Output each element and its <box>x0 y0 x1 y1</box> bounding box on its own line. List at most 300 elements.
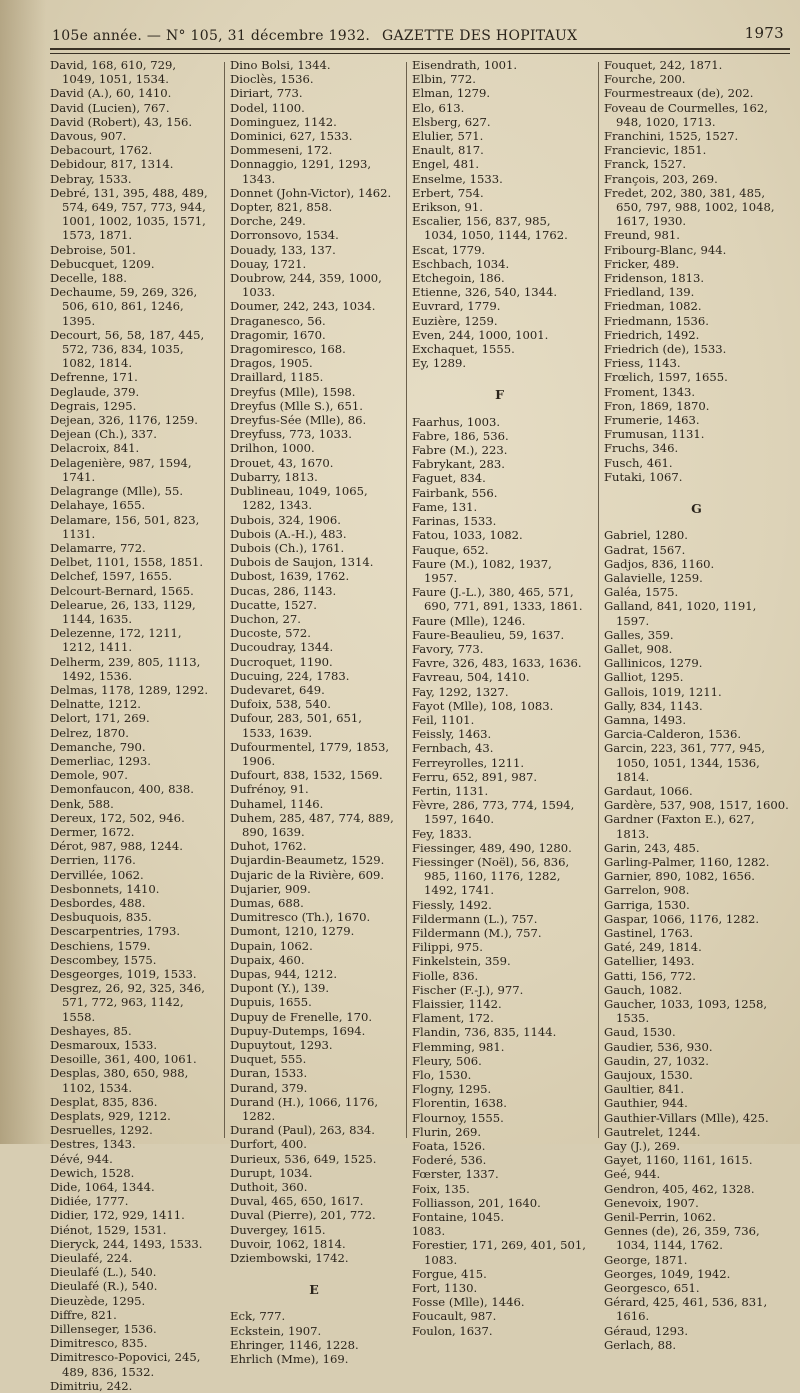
page-number: 1973 <box>744 24 784 42</box>
index-entry: Duvoir, 1062, 1814. <box>230 1236 346 1251</box>
index-entry: Flurin, 269. <box>412 1124 482 1139</box>
index-entry: Gardner (Faxton E.), 627, 1813. <box>604 812 755 841</box>
index-entry: Eschbach, 1034. <box>412 256 510 271</box>
index-entry: Forestier, 171, 269, 401, 501, 1083. <box>412 1238 586 1267</box>
index-entry: Fischer (F.-J.), 977. <box>412 982 524 997</box>
header-rule-thin <box>50 53 790 54</box>
index-entry: Galliot, 1295. <box>604 670 684 685</box>
index-entry: Demole, 907. <box>50 768 128 783</box>
index-entry: Gastinel, 1763. <box>604 925 694 940</box>
index-entry: Gadrat, 1567. <box>604 542 686 557</box>
index-entry: Delchef, 1597, 1655. <box>50 569 173 584</box>
index-entry: Galéa, 1575. <box>604 585 679 600</box>
index-entry: Duval (Pierre), 201, 772. <box>230 1208 376 1223</box>
index-entry: Delagenière, 987, 1594, 1741. <box>50 455 192 484</box>
index-entry: Dziembowski, 1742. <box>230 1251 349 1266</box>
index-entry: 1083. <box>412 1224 446 1239</box>
index-entry: Delearue, 26, 133, 1129, 1144, 1635. <box>50 597 196 626</box>
index-entry: Fleury, 506. <box>412 1053 482 1068</box>
index-entry: Gauch, 1082. <box>604 982 683 997</box>
index-entry: Frœlich, 1597, 1655. <box>604 370 728 385</box>
index-entry: Desplats, 929, 1212. <box>50 1109 171 1124</box>
index-entry: Fribourg-Blanc, 944. <box>604 242 727 257</box>
index-entry: Fredet, 202, 380, 381, 485, 650, 797, 988, 1002, 1048, 1617, 1930. <box>604 185 775 229</box>
index-entry: Faure (Mlle), 1246. <box>412 613 526 628</box>
index-entry: Ducatte, 1527. <box>230 597 317 612</box>
index-entry: Decelle, 188. <box>50 271 127 286</box>
index-entry: Desbuquois, 835. <box>50 910 152 925</box>
index-entry: Friedrich, 1492. <box>604 327 700 342</box>
index-entry: Gardère, 537, 908, 1517, 1600. <box>604 798 789 813</box>
index-entry: Dufour, 283, 501, 651, 1533, 1639. <box>230 711 362 740</box>
index-entry: Dubois (Ch.), 1761. <box>230 540 345 555</box>
index-entry: Farinas, 1533. <box>412 514 497 529</box>
index-entry: Descarpentries, 1793. <box>50 924 181 939</box>
index-entry: Delherm, 239, 805, 1113, 1492, 1536. <box>50 654 201 683</box>
index-entry: Gaucher, 1033, 1093, 1258, 1535. <box>604 997 768 1026</box>
index-entry: Gaultier, 841. <box>604 1082 685 1097</box>
index-entry: Dupuy-Dutemps, 1694. <box>230 1023 366 1038</box>
index-entry: Fildermann (M.), 757. <box>412 925 542 940</box>
index-entry: Defrenne, 171. <box>50 370 138 385</box>
index-entry: Gamna, 1493. <box>604 712 687 727</box>
index-entry: Engel, 481. <box>412 157 480 172</box>
index-entry: Deschiens, 1579. <box>50 938 151 953</box>
index-entry: Fame, 131. <box>412 499 478 514</box>
index-entry: Demanche, 790. <box>50 739 146 754</box>
index-column-3 <box>412 58 587 1338</box>
index-entry: Flo, 1530. <box>412 1068 472 1083</box>
index-entry: Faarhus, 1003. <box>412 414 501 429</box>
index-entry: Fay, 1292, 1327. <box>412 684 509 699</box>
index-entry: Gauthier, 944. <box>604 1096 688 1111</box>
index-entry: Elulier, 571. <box>412 129 484 144</box>
index-entry: Didier, 172, 929, 1411. <box>50 1208 185 1223</box>
index-entry: Genevoix, 1907. <box>604 1195 699 1210</box>
index-entry: Geé, 944. <box>604 1167 661 1182</box>
index-entry: Fildermann (L.), 757. <box>412 911 538 926</box>
index-entry: Duran, 1533. <box>230 1066 308 1081</box>
index-entry: Debroise, 501. <box>50 242 136 257</box>
index-entry: David (A.), 60, 1410. <box>50 86 172 101</box>
index-entry: Durand (H.), 1066, 1176, 1282. <box>230 1094 379 1124</box>
index-entry: Galles, 359. <box>604 627 674 642</box>
index-entry: Genil-Perrin, 1062. <box>604 1210 716 1225</box>
index-entry: Georges, 1049, 1942. <box>604 1266 731 1281</box>
index-entry: Freund, 981. <box>604 228 680 243</box>
index-entry: Diffre, 821. <box>50 1307 117 1322</box>
index-entry: Dervillée, 1062. <box>50 867 144 882</box>
index-entry: Garriga, 1530. <box>604 897 690 912</box>
index-entry: Dorronsovo, 1534. <box>230 228 339 243</box>
index-entry: Dupuy de Frenelle, 170. <box>230 1009 373 1024</box>
index-entry: Fruchs, 346. <box>604 441 679 456</box>
index-entry: Dupas, 944, 1212. <box>230 967 338 981</box>
index-entry: Desbordes, 488. <box>50 895 146 910</box>
index-entry: Doubrow, 244, 359, 1000, 1033. <box>230 271 382 300</box>
index-entry: Durand (Paul), 263, 834. <box>230 1123 375 1138</box>
index-entry: Dragomiresco, 168. <box>230 342 346 357</box>
index-entry: Foata, 1526. <box>412 1139 486 1154</box>
index-entry: Duval, 465, 650, 1617. <box>230 1194 364 1209</box>
index-entry: Dorche, 249. <box>230 214 306 229</box>
index-entry: Dechaume, 59, 269, 326, 506, 610, 861, 1246, 1395. <box>50 285 198 328</box>
index-entry: Fourche, 200. <box>604 72 686 87</box>
index-entry: Gay (J.), 269. <box>604 1139 681 1154</box>
index-entry: Delort, 171, 269. <box>50 711 150 726</box>
index-entry: Fosse (Mlle), 1446. <box>412 1295 525 1310</box>
index-entry: Dommeseni, 172. <box>230 143 333 158</box>
index-entry: Donnet (John-Victor), 1462. <box>230 185 392 200</box>
index-entry: Delmas, 1178, 1289, 1292. <box>50 682 209 697</box>
index-entry: Gallet, 908. <box>604 641 673 656</box>
index-entry: Dimitresco-Popovici, 245, 489, 836, 1532. <box>50 1350 201 1379</box>
index-entry: Folliasson, 201, 1640. <box>412 1195 541 1210</box>
index-entry: Fiolle, 836. <box>412 968 479 983</box>
index-entry: Delnatte, 1212. <box>50 697 141 712</box>
index-entry: Dimitresco, 835. <box>50 1336 148 1351</box>
index-entry: Delamare, 156, 501, 823, 1131. <box>50 512 200 541</box>
index-entry: Dérot, 987, 988, 1244. <box>50 839 183 854</box>
index-entry: Dewich, 1528. <box>50 1165 135 1180</box>
index-entry: Douay, 1721. <box>230 256 307 271</box>
index-entry: Feissly, 1463. <box>412 727 492 742</box>
index-entry: Dujaric de la Rivière, 609. <box>230 867 385 882</box>
index-entry: Fauque, 652. <box>412 542 489 557</box>
page-header <box>52 22 792 48</box>
index-entry: Dujardin-Beaumetz, 1529. <box>230 853 385 868</box>
index-entry: Galland, 841, 1020, 1191, 1597. <box>604 599 757 628</box>
index-entry: Fairbank, 556. <box>412 485 498 500</box>
index-entry: Dufoix, 538, 540. <box>230 697 331 712</box>
index-entry: Doumer, 242, 243, 1034. <box>230 299 376 314</box>
index-entry: Euzière, 1259. <box>412 313 498 328</box>
index-entry: Debucquet, 1209. <box>50 256 155 271</box>
index-entry: Florentin, 1638. <box>412 1096 507 1111</box>
index-entry: Dreyfus (Mlle S.), 651. <box>230 398 363 413</box>
index-entry: Dopter, 821, 858. <box>230 200 333 215</box>
index-entry: Friedrich (de), 1533. <box>604 342 727 357</box>
index-entry: Friedland, 139. <box>604 285 695 300</box>
index-entry: Ehrlich (Mme), 169. <box>230 1352 349 1367</box>
index-entry: Erbert, 754. <box>412 185 484 200</box>
index-entry: Derrien, 1176. <box>50 853 136 868</box>
index-column-2 <box>230 58 398 1367</box>
index-entry: Dieulafé, 224. <box>50 1251 133 1266</box>
index-entry: Fatou, 1033, 1082. <box>412 528 523 543</box>
index-entry: Gaujoux, 1530. <box>604 1068 693 1083</box>
index-entry: Delbet, 1101, 1558, 1851. <box>50 555 204 570</box>
index-entry: Durieux, 536, 649, 1525. <box>230 1151 377 1166</box>
index-entry: Dudevaret, 649. <box>230 682 325 697</box>
index-entry: Friedmann, 1536. <box>604 313 709 328</box>
index-entry: Elbin, 772. <box>412 72 476 87</box>
index-entry: Fœrster, 1337. <box>412 1167 499 1182</box>
index-entry: Exchaquet, 1555. <box>412 342 515 357</box>
index-entry: David (Lucien), 767. <box>50 100 170 115</box>
index-entry: Gautrelet, 1244. <box>604 1124 701 1139</box>
index-entry: Eckstein, 1907. <box>230 1323 322 1338</box>
index-entry: Foulon, 1637. <box>412 1323 493 1338</box>
index-entry: Dodel, 1100. <box>230 100 305 115</box>
index-entry: Francievic, 1851. <box>604 143 707 158</box>
index-entry: Garin, 243, 485. <box>604 840 700 855</box>
index-column-4 <box>604 58 789 1352</box>
index-entry: Fouquet, 242, 1871. <box>604 58 723 72</box>
index-entry: Fron, 1869, 1870. <box>604 398 710 413</box>
index-entry: Dumitresco (Th.), 1670. <box>230 910 371 925</box>
index-entry: Debacourt, 1762. <box>50 143 153 158</box>
index-entry: Fridenson, 1813. <box>604 271 705 286</box>
index-entry: Foucault, 987. <box>412 1309 497 1324</box>
index-entry: Douady, 133, 137. <box>230 242 336 257</box>
index-entry: Flournoy, 1555. <box>412 1110 504 1125</box>
index-entry: Froment, 1343. <box>604 384 696 399</box>
index-entry: Dubois, 324, 1906. <box>230 512 341 527</box>
index-entry: Dieuzède, 1295. <box>50 1293 146 1308</box>
index-entry: Flaissier, 1142. <box>412 997 502 1011</box>
index-entry: Desplas, 380, 650, 988, 1102, 1534. <box>50 1066 189 1095</box>
index-entry: Friess, 1143. <box>604 356 681 371</box>
index-entry: Dumas, 688. <box>230 895 304 910</box>
index-entry: Gallois, 1019, 1211. <box>604 684 722 699</box>
index-entry: Escat, 1779. <box>412 242 486 257</box>
index-entry: Flament, 172. <box>412 1011 494 1026</box>
index-entry: Desruelles, 1292. <box>50 1123 153 1138</box>
index-entry: Forgue, 415. <box>412 1266 487 1281</box>
index-entry: Duquet, 555. <box>230 1052 307 1067</box>
index-entry: Dereux, 172, 502, 946. <box>50 810 185 825</box>
index-entry: Desmaroux, 1533. <box>50 1038 158 1053</box>
index-entry: Dujarier, 909. <box>230 881 311 896</box>
index-entry: Duhot, 1762. <box>230 839 307 854</box>
index-entry: Ferreyrolles, 1211. <box>412 755 525 770</box>
index-entry: Dieryck, 244, 1493, 1533. <box>50 1236 203 1251</box>
index-entry: Dillenseger, 1536. <box>50 1322 157 1337</box>
index-entry: Finkelstein, 359. <box>412 954 511 969</box>
index-entry: Garling-Palmer, 1160, 1282. <box>604 854 770 869</box>
index-entry: Duhem, 285, 487, 774, 889, 890, 1639. <box>230 810 394 839</box>
section-letter: G <box>691 501 702 517</box>
index-entry: Gatellier, 1493. <box>604 954 695 969</box>
index-entry: Delacroix, 841. <box>50 441 140 456</box>
index-entry: Euvrard, 1779. <box>412 299 501 314</box>
index-entry: Etchegoin, 186. <box>412 271 505 286</box>
index-entry: Futaki, 1067. <box>604 469 683 484</box>
index-entry: Galavielle, 1259. <box>604 570 703 585</box>
index-entry: Deglaude, 379. <box>50 384 140 399</box>
index-entry: Dejean, 326, 1176, 1259. <box>50 413 198 428</box>
index-entry: Ferru, 652, 891, 987. <box>412 769 538 784</box>
index-entry: Delrez, 1870. <box>50 725 129 740</box>
index-entry: Fèvre, 286, 773, 774, 1594, 1597, 1640. <box>412 798 575 827</box>
index-entry: Dupuis, 1655. <box>230 995 312 1010</box>
index-entry: Fourmestreaux (de), 202. <box>604 86 754 101</box>
index-entry: Demerliac, 1293. <box>50 753 151 768</box>
index-entry: Garcia-Calderon, 1536. <box>604 727 742 742</box>
index-entry: Franchini, 1525, 1527. <box>604 129 739 144</box>
index-entry: Dreyfus-Sée (Mlle), 86. <box>230 413 367 428</box>
index-entry: Fey, 1833. <box>412 826 472 841</box>
index-entry: Frumerie, 1463. <box>604 413 700 428</box>
index-entry: Diriart, 773. <box>230 86 303 101</box>
index-entry: Debidour, 817, 1314. <box>50 157 174 172</box>
index-entry: Gadjos, 836, 1160. <box>604 556 715 571</box>
index-column-1 <box>50 58 210 1393</box>
index-entry: Delezenne, 172, 1211, 1212, 1411. <box>50 626 182 655</box>
index-entry: Gaspar, 1066, 1176, 1282. <box>604 911 760 926</box>
issue-line: 105e année. — N° 105, 31 décembre 1932. <box>52 28 371 44</box>
index-entry: Gendron, 405, 462, 1328. <box>604 1181 755 1196</box>
index-entry: Dino Bolsi, 1344. <box>230 58 331 72</box>
index-entry: Dominguez, 1142. <box>230 114 337 129</box>
index-columns <box>0 58 800 1393</box>
index-entry: Eck, 777. <box>230 1309 286 1324</box>
index-entry: Foveau de Courmelles, 162, 948, 1020, 1713. <box>604 100 768 129</box>
index-entry: Flandin, 736, 835, 1144. <box>412 1025 557 1040</box>
index-entry: Flogny, 1295. <box>412 1082 492 1097</box>
index-entry: Gérard, 425, 461, 536, 831, 1616. <box>604 1295 768 1324</box>
index-entry: David (Robert), 43, 156. <box>50 114 193 129</box>
index-entry: Dupont (Y.), 139. <box>230 981 330 996</box>
index-entry: Elsberg, 627. <box>412 114 491 129</box>
index-entry: Franck, 1527. <box>604 157 687 172</box>
index-entry: Faure (M.), 1082, 1937, 1957. <box>412 556 552 585</box>
index-entry: Durfort, 400. <box>230 1137 307 1152</box>
index-entry: Fabrykant, 283. <box>412 457 505 472</box>
index-entry: Gatti, 156, 772. <box>604 968 696 983</box>
index-entry: Escalier, 156, 837, 985, 1034, 1050, 1144, 1762. <box>412 214 568 243</box>
index-entry: Ehringer, 1146, 1228. <box>230 1337 359 1352</box>
index-entry: Dubost, 1639, 1762. <box>230 569 350 584</box>
index-entry: Gaudier, 536, 930. <box>604 1039 713 1054</box>
index-entry: Desoille, 361, 400, 1061. <box>50 1052 197 1067</box>
index-entry: Dieulafé (R.), 540. <box>50 1279 158 1294</box>
journal-title: GAZETTE DES HOPITAUX <box>382 28 578 44</box>
index-entry: George, 1871. <box>604 1252 688 1267</box>
index-entry: Gauthier-Villars (Mlle), 425. <box>604 1110 769 1125</box>
index-entry: Garcin, 223, 361, 777, 945, 1050, 1051, 1344, 1536, 1814. <box>604 741 766 784</box>
index-entry: Gennes (de), 26, 359, 736, 1034, 1144, 1762. <box>604 1224 760 1253</box>
index-entry: Duhamel, 1146. <box>230 796 324 811</box>
index-entry: Ducroquet, 1190. <box>230 654 333 669</box>
index-entry: Fort, 1130. <box>412 1281 478 1296</box>
index-entry: Delagrange (Mlle), 55. <box>50 484 184 499</box>
header-rule-thick <box>50 48 790 50</box>
index-entry: Desgrez, 26, 92, 325, 346, 571, 772, 963, 1142, 1558. <box>50 981 205 1024</box>
index-entry: Erikson, 91. <box>412 200 483 215</box>
index-entry: Descombey, 1575. <box>50 952 157 967</box>
index-entry: Ey, 1289. <box>412 356 467 371</box>
index-entry: Fabre (M.), 223. <box>412 443 508 458</box>
index-entry: Dejean (Ch.), 337. <box>50 427 157 442</box>
index-entry: Favre, 326, 483, 1633, 1636. <box>412 656 582 671</box>
index-entry: Dublineau, 1049, 1065, 1282, 1343. <box>230 484 368 513</box>
index-entry: Ducuing, 224, 1783. <box>230 668 350 683</box>
index-entry: Foix, 135. <box>412 1181 470 1196</box>
index-entry: Dermer, 1672. <box>50 824 135 839</box>
index-entry: Gardaut, 1066. <box>604 783 693 798</box>
index-entry: Dieulafé (L.), 540. <box>50 1265 157 1280</box>
index-entry: Garnier, 890, 1082, 1656. <box>604 869 755 884</box>
index-entry: Ducoste, 572. <box>230 626 311 641</box>
index-entry: Filippi, 975. <box>412 940 483 955</box>
index-entry: Garrelon, 908. <box>604 883 690 898</box>
index-entry: Enselme, 1533. <box>412 171 503 186</box>
index-entry: Didiée, 1777. <box>50 1194 129 1209</box>
index-entry: Fayot (Mlle), 108, 1083. <box>412 698 554 713</box>
index-entry: Fernbach, 43. <box>412 741 494 756</box>
index-entry: Gayet, 1160, 1161, 1615. <box>604 1153 753 1168</box>
index-entry: Dragomir, 1670. <box>230 327 326 342</box>
index-entry: Gabriel, 1280. <box>604 528 688 543</box>
index-entry: Etienne, 326, 540, 1344. <box>412 285 558 300</box>
index-entry: Fusch, 461. <box>604 455 673 470</box>
index-entry: Even, 244, 1000, 1001. <box>412 327 549 342</box>
index-entry: Dupain, 1062. <box>230 938 313 953</box>
index-entry: Drouet, 43, 1670. <box>230 455 334 470</box>
index-entry: Dufourmentel, 1779, 1853, 1906. <box>230 739 390 768</box>
index-entry: Dubois (A.-H.), 483. <box>230 526 347 541</box>
index-entry: Fabre, 186, 536. <box>412 428 509 443</box>
section-letter: F <box>495 387 504 403</box>
index-entry: Georgesco, 651. <box>604 1281 700 1296</box>
index-entry: Denk, 588. <box>50 796 114 811</box>
index-entry: Dreyfuss, 773, 1033. <box>230 427 352 442</box>
index-entry: Gaté, 249, 1814. <box>604 940 702 955</box>
index-entry: Dupaix, 460. <box>230 952 305 967</box>
index-entry: Dévé, 944. <box>50 1151 113 1166</box>
index-entry: Demonfaucon, 400, 838. <box>50 782 194 797</box>
index-entry: Fiessinger (Noël), 56, 836, 985, 1160, 1176, 1282, 1492, 1741. <box>412 854 570 898</box>
index-entry: Dupuytout, 1293. <box>230 1038 333 1053</box>
index-entry: Desbonnets, 1410. <box>50 881 160 896</box>
index-entry: Dominici, 627, 1533. <box>230 129 353 144</box>
index-entry: Ducoudray, 1344. <box>230 640 334 655</box>
index-entry: Davous, 907. <box>50 129 127 144</box>
index-entry: Dufrénoy, 91. <box>230 782 309 797</box>
index-entry: Fertin, 1131. <box>412 783 489 798</box>
index-entry: Favreau, 504, 1410. <box>412 670 530 685</box>
index-entry: Eisendrath, 1001. <box>412 58 518 72</box>
index-entry: Delahaye, 1655. <box>50 498 146 513</box>
index-entry: Elo, 613. <box>412 100 465 115</box>
index-entry: Friedman, 1082. <box>604 299 702 314</box>
index-entry: Dumont, 1210, 1279. <box>230 924 355 939</box>
index-entry: Gally, 834, 1143. <box>604 698 703 713</box>
index-entry: Feil, 1101. <box>412 712 475 727</box>
index-entry: Duvergey, 1615. <box>230 1222 326 1237</box>
index-entry: Degrais, 1295. <box>50 398 137 413</box>
index-entry: Foderé, 536. <box>412 1153 487 1168</box>
index-entry: Durupt, 1034. <box>230 1165 313 1180</box>
section-letter: E <box>309 1282 319 1298</box>
index-entry: Delcourt-Bernard, 1565. <box>50 583 194 598</box>
index-entry: Duchon, 27. <box>230 611 301 626</box>
index-entry: Gerlach, 88. <box>604 1337 677 1352</box>
index-entry: Faguet, 834. <box>412 471 486 486</box>
index-entry: Fricker, 489. <box>604 256 680 271</box>
index-entry: Desplat, 835, 836. <box>50 1094 158 1109</box>
index-entry: David, 168, 610, 729, 1049, 1051, 1534. <box>50 58 177 87</box>
index-entry: Dubois de Saujon, 1314. <box>230 555 374 570</box>
index-entry: Dragos, 1905. <box>230 356 313 371</box>
index-entry: Decourt, 56, 58, 187, 445, 572, 736, 834, 1035, 1082, 1814. <box>50 327 205 371</box>
index-entry: Fiessly, 1492. <box>412 897 492 912</box>
index-entry: François, 203, 269. <box>604 171 718 186</box>
index-entry: Dufourt, 838, 1532, 1569. <box>230 768 383 783</box>
index-entry: Fiessinger, 489, 490, 1280. <box>412 840 572 855</box>
